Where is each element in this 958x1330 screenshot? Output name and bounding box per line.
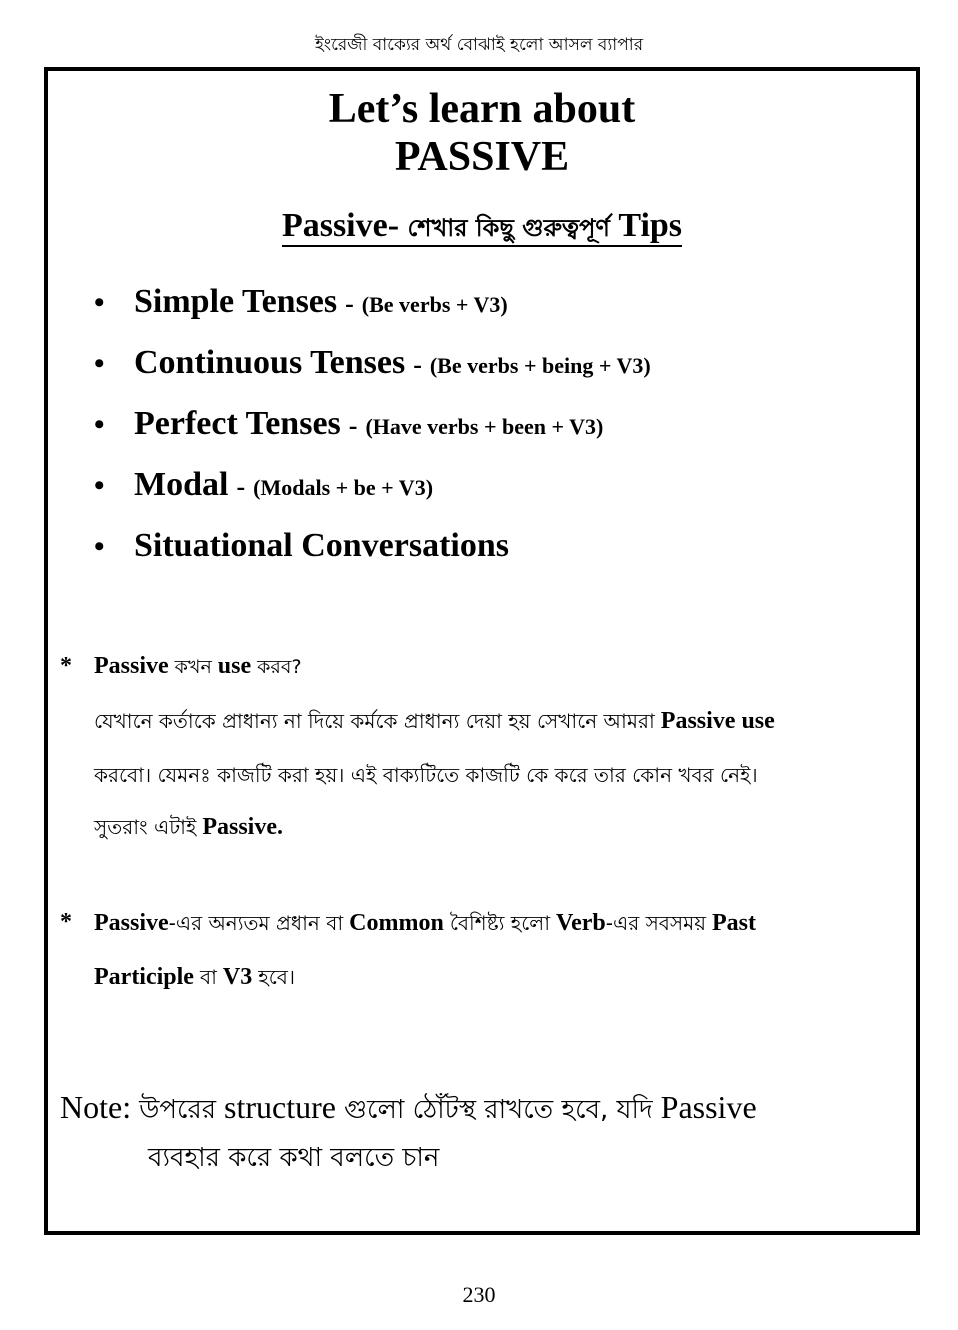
tip-separator: - [236, 472, 246, 501]
para-english: Verb [556, 910, 606, 936]
tip-name: Simple Tenses [134, 283, 338, 320]
tip-name: Situational Conversations [134, 527, 509, 564]
para-bangla: বা [199, 965, 217, 989]
paragraph-line [94, 707, 914, 740]
q-bn-when: কখন [174, 656, 212, 678]
note-bangla: উপরের [139, 1095, 217, 1125]
note-line [60, 1089, 916, 1133]
tips-list [94, 283, 651, 588]
para-bangla: বৈশিষ্ট্য হলো [449, 911, 550, 935]
para-english: Passive [94, 910, 169, 936]
bullet: • [94, 286, 105, 319]
tip-formula: (Modals + be + V3) [253, 475, 434, 500]
para-bangla: সুতরাং এটাই [94, 815, 197, 839]
running-head: ইংরেজী বাক্যের অর্থ বোঝাই হলো আসল ব্যাপার [314, 35, 644, 55]
subtitle-bangla: শেখার কিছু গুরুত্বপূর্ণ [407, 214, 610, 242]
bullet: • [94, 408, 105, 441]
note-english: Passive [660, 1089, 757, 1125]
bullet: • [94, 347, 105, 380]
para-english: Past [712, 910, 757, 936]
bullet: • [94, 530, 105, 563]
bullet: • [94, 469, 105, 502]
para-english: Participle [94, 964, 194, 990]
list-item [94, 527, 651, 588]
para-english: Common [349, 910, 444, 936]
paragraph-line [94, 963, 914, 996]
tip-formula: (Be verbs + being + V3) [429, 353, 651, 378]
note-bangla: গুলো ঠোঁটস্থ রাখতে হবে, যদি [344, 1095, 653, 1125]
subtitle [48, 207, 916, 250]
content-frame [44, 67, 920, 1235]
para-bangla: যেখানে কর্তাকে প্রাধান্য না দিয়ে কর্মকে প্রাধান্য দেয়া হয় সেখানে আমরা [94, 709, 655, 733]
asterisk-marker: * [60, 909, 72, 935]
para-bangla: হবে। [258, 965, 296, 989]
tip-formula: (Be verbs + V3) [361, 292, 508, 317]
subtitle-prefix: Passive- [281, 207, 400, 244]
paragraph-line [94, 761, 914, 794]
list-item [94, 405, 651, 466]
list-item [94, 283, 651, 344]
list-item [94, 466, 651, 527]
tip-name: Modal [134, 466, 229, 503]
para-english: V3 [222, 964, 253, 990]
tip-name: Continuous Tenses [134, 344, 406, 381]
q-bn-do: করব? [257, 656, 302, 678]
section-question [94, 653, 302, 685]
para-english: Passive. [202, 814, 283, 840]
para-english: Passive use [660, 708, 775, 734]
asterisk-marker: * [60, 653, 72, 679]
tip-separator: - [348, 411, 358, 440]
page-number: 230 [462, 1282, 496, 1307]
tip-name: Perfect Tenses [134, 405, 341, 442]
page-title: Let’s learn about [328, 86, 636, 132]
para-bangla: -এর অন্যতম প্রধান বা [168, 911, 344, 935]
subtitle-suffix: Tips [618, 207, 683, 244]
note-label: Note: [60, 1089, 132, 1125]
paragraph-line [94, 813, 914, 846]
q-passive: Passive [94, 653, 169, 679]
tip-separator: - [413, 350, 422, 379]
note-line-2: ব্যবহার করে কথা বলতে চান [148, 1143, 440, 1173]
paragraph-line [94, 909, 914, 942]
para-bangla: -এর সবসময় [605, 911, 707, 935]
para-bangla: করবো। যেমনঃ কাজটি করা হয়। এই বাক্যটিতে কাজটি কে করে তার কোন খবর নেই। [94, 763, 758, 787]
page-title-topic: PASSIVE [394, 134, 570, 180]
list-item [94, 344, 651, 405]
tip-formula: (Have verbs + been + V3) [365, 414, 604, 439]
note-english: structure [224, 1089, 336, 1125]
q-use: use [217, 653, 252, 679]
tip-separator: - [345, 289, 354, 318]
